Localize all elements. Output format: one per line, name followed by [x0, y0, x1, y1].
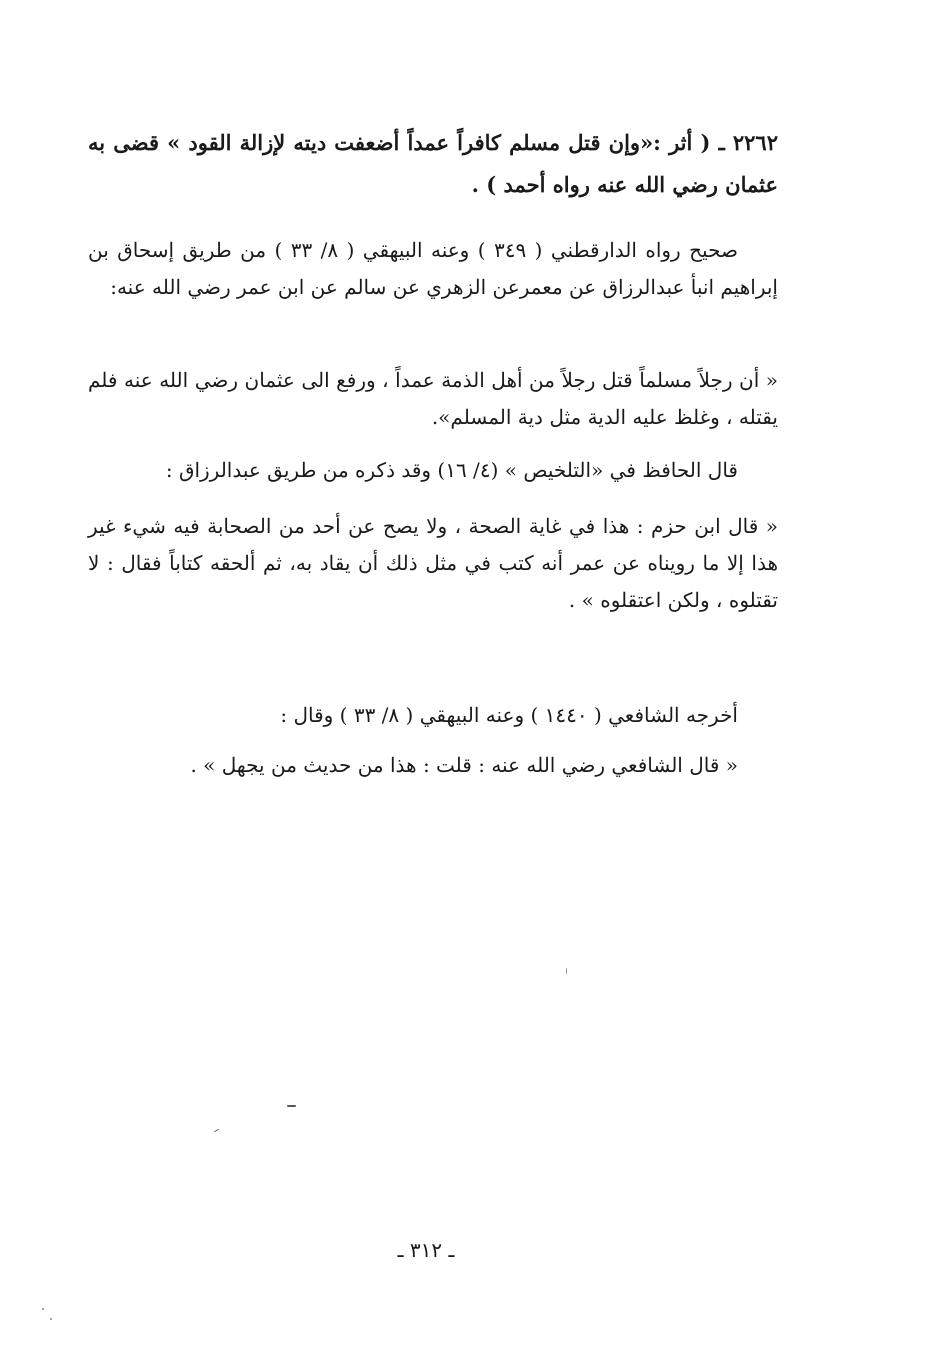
- scan-speck: [566, 968, 567, 974]
- page-number: ـ ٣١٢ ـ: [397, 1238, 455, 1262]
- scan-speck: [50, 1318, 52, 1320]
- scan-speck: [42, 1308, 44, 1310]
- hadith-heading: ٢٢٦٢ ـ ( أثر :«وإن قتل مسلم كافراً عمداً أضعفت ديته لإزالة القود » قضى به عثمان رضي الله عنه رواه أحمد ) .: [88, 130, 778, 197]
- shafii-citation: أخرجه الشافعي ( ١٤٤٠ ) وعنه البيهقي ( ٨/ ٣٣ ) وقال :: [280, 703, 738, 727]
- scan-speck: [287, 1105, 296, 1107]
- narration-quote: « أن رجلاً مسلماً قتل رجلاً من أهل الذمة عمداً ، ورفع الى عثمان رضي الله عنه فلم يقتله ، وغلظ عليه الدية مثل دية المسلم».: [88, 368, 778, 429]
- ibn-hazm-quote: « قال ابن حزم : هذا في غاية الصحة ، ولا يصح عن أحد من الصحابة فيه شيء غير هذا إلا ما رويناه عن عمر أنه كتب في مثل ذلك أن يقاد به، ثم ألحقه كتاباً فقال : لا تقتلوه ، ولكن اعتقلوه » .: [88, 514, 778, 612]
- grading-paragraph: صحيح رواه الدارقطني ( ٣٤٩ ) وعنه البيهقي ( ٨/ ٣٣ ) من طريق إسحاق بن إبراهيم انبأ عبدالرزاق عن معمرعن الزهري عن سالم عن ابن عمر رضي الله عنه:: [88, 238, 778, 299]
- scan-speck: [214, 1129, 219, 1132]
- shafii-quote: « قال الشافعي رضي الله عنه : قلت : هذا من حديث من يجهل » .: [190, 753, 738, 777]
- hafiz-citation: قال الحافظ في «التلخيص » (٤/ ١٦) وقد ذكره من طريق عبدالرزاق :: [165, 458, 738, 482]
